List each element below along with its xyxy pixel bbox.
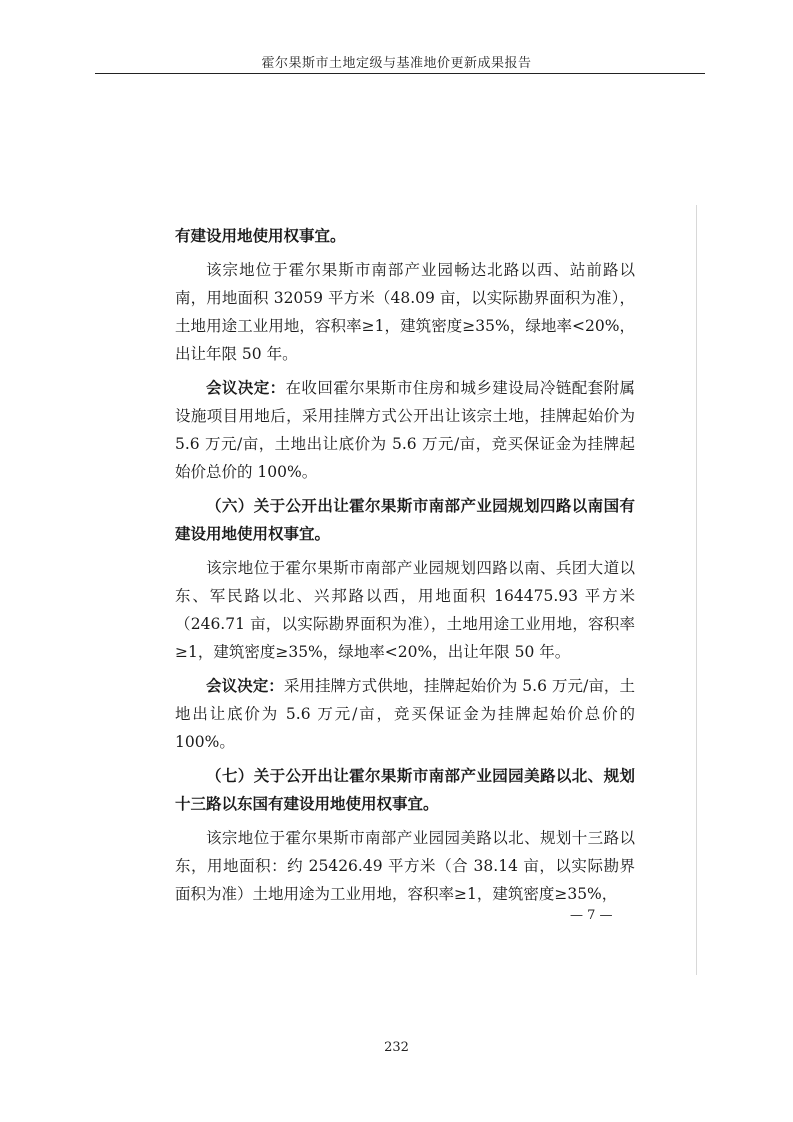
section-heading-7: （七）关于公开出让霍尔果斯市南部产业园园美路以北、规划十三路以东国有建设用地使用权事宜。 (175, 766, 635, 813)
document-body (175, 222, 635, 908)
page-number: 232 (384, 1040, 409, 1055)
paragraph-parcel-description-2: 该宗地位于霍尔果斯市南部产业园规划四路以南、兵团大道以东、军民路以北、兴邦路以西，用地面积 164475.93 平方米（246.71 亩，以实际勘界面积为准），土地用途工业用地，容积率≥1，建筑密度≥35%，绿地率<20%，出让年限 50 年。 (175, 559, 635, 661)
inner-page-number: — 7 — (570, 908, 613, 923)
meeting-decision-label: 会议决定： (206, 676, 284, 695)
paragraph-title-continuation: 有建设用地使用权事宜。 (175, 226, 346, 245)
paragraph-meeting-decision-2 (175, 672, 635, 756)
scan-edge-line (696, 205, 697, 975)
meeting-decision-text: 在收回霍尔果斯市住房和城乡建设局冷链配套附属设施项目用地后，采用挂牌方式公开出让该宗土地，挂牌起始价为 5.6 万元/亩，土地出让底价为 5.6 万元/亩，竞买保证金为挂牌起始价总价的 100%。 (175, 379, 635, 481)
paragraph-meeting-decision-1 (175, 374, 635, 486)
header-rule (95, 73, 705, 74)
meeting-decision-text: 采用挂牌方式供地，挂牌起始价为 5.6 万元/亩，土地出让底价为 5.6 万元/亩，竞买保证金为挂牌起始价总价的 100%。 (175, 677, 635, 751)
paragraph-parcel-description-1: 该宗地位于霍尔果斯市南部产业园畅达北路以西、站前路以南，用地面积 32059 平方米（48.09 亩，以实际勘界面积为准），土地用途工业用地，容积率≥1，建筑密度≥35%，绿地率<20%，出让年限 50 年。 (175, 261, 635, 363)
running-header: 霍尔果斯市土地定级与基准地价更新成果报告 (261, 56, 532, 71)
paragraph-parcel-description-3: 该宗地位于霍尔果斯市南部产业园园美路以北、规划十三路以东，用地面积：约 25426.49 平方米（合 38.14 亩，以实际勘界面积为准）土地用途为工业用地，容积率≥1，建筑密度≥35%， (175, 829, 635, 903)
section-heading-6: （六）关于公开出让霍尔果斯市南部产业园规划四路以南国有建设用地使用权事宜。 (175, 496, 635, 543)
meeting-decision-label: 会议决定： (206, 378, 286, 397)
